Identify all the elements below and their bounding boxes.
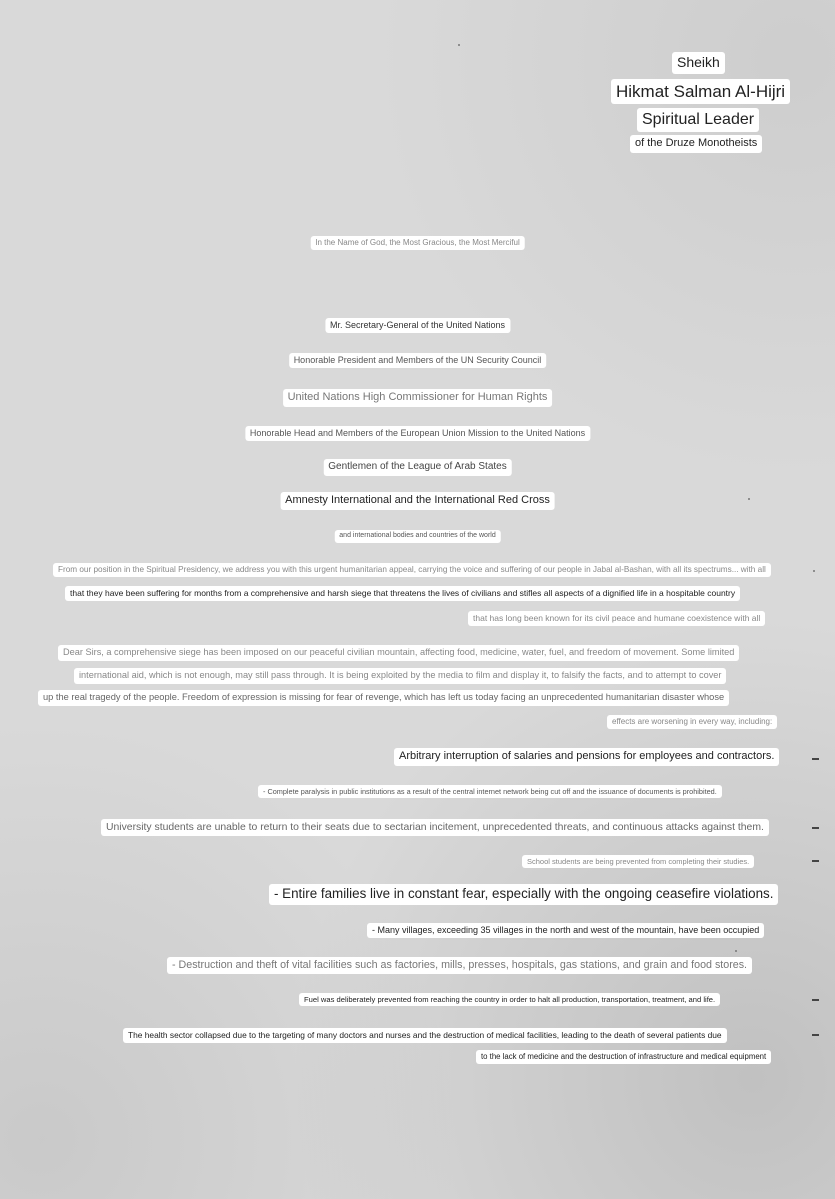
bullet-dash	[812, 999, 819, 1001]
scan-speck	[458, 44, 460, 46]
point-health-sector: The health sector collapsed due to the targeting of many doctors and nurses and the destruction of medical facilities, leading to the death of several patients due	[123, 1028, 727, 1043]
body-line: effects are worsening in every way, including:	[607, 715, 777, 729]
body-line: Dear Sirs, a comprehensive siege has been imposed on our peaceful civilian mountain, affecting food, medicine, water, fuel, and freedom of movement. Some limited	[58, 645, 739, 661]
header-title: Sheikh	[672, 52, 725, 74]
point-fuel: Fuel was deliberately prevented from reaching the country in order to halt all production, transportation, treatment, and life.	[299, 993, 720, 1006]
intro-line: From our position in the Spiritual Presidency, we address you with this urgent humanitarian appeal, carrying the voice and suffering of our people in Jabal al-Bashan, with all its spectrums... with all	[53, 563, 771, 577]
addressee-international-bodies: and international bodies and countries of the world	[334, 530, 500, 543]
addressee-arab-league: Gentlemen of the League of Arab States	[323, 459, 511, 476]
scan-speck	[748, 498, 750, 500]
bullet-dash	[812, 1034, 819, 1036]
addressee-eu-mission: Honorable Head and Members of the European Union Mission to the United Nations	[245, 426, 590, 441]
point-salaries: Arbitrary interruption of salaries and pensions for employees and contractors.	[394, 748, 779, 766]
body-line: international aid, which is not enough, may still pass through. It is being exploited by the media to film and display it, to falsify the facts, and to attempt to cover	[74, 668, 726, 684]
scan-speck	[813, 570, 815, 572]
intro-line: that they have been suffering for months from a comprehensive and harsh siege that threatens the lives of civilians and stifles all aspects of a dignified life in a hospitable country	[65, 586, 740, 601]
bullet-dash	[812, 827, 819, 829]
basmala: In the Name of God, the Most Gracious, the Most Merciful	[310, 236, 525, 250]
header-affiliation: of the Druze Monotheists	[630, 135, 762, 153]
addressee-amnesty-red-cross: Amnesty International and the International Red Cross	[280, 492, 555, 510]
addressee-un-secretary-general: Mr. Secretary-General of the United Nations	[325, 318, 510, 333]
point-families-fear: - Entire families live in constant fear, especially with the ongoing ceasefire violations.	[269, 884, 778, 905]
intro-line: that has long been known for its civil peace and humane coexistence with all	[468, 611, 765, 626]
header-name: Hikmat Salman Al-Hijri	[611, 79, 790, 104]
bullet-dash	[812, 860, 819, 862]
bullet-dash	[812, 758, 819, 760]
point-health-sector-cont: to the lack of medicine and the destruction of infrastructure and medical equipment	[476, 1050, 771, 1064]
point-school-students: School students are being prevented from completing their studies.	[522, 855, 754, 868]
addressee-human-rights-commissioner: United Nations High Commissioner for Human Rights	[283, 389, 553, 407]
body-line: up the real tragedy of the people. Freedom of expression is missing for fear of revenge, which has left us today facing an unprecedented humanitarian disaster whose	[38, 690, 729, 706]
scan-speck	[735, 950, 737, 952]
point-institutions: - Complete paralysis in public institutions as a result of the central internet network being cut off and the issuance of documents is prohibited.	[258, 785, 722, 798]
point-facilities-theft: - Destruction and theft of vital facilities such as factories, mills, presses, hospitals, gas stations, and grain and food stores.	[167, 957, 752, 974]
point-university-students: University students are unable to return to their seats due to sectarian incitement, unprecedented threats, and continuous attacks against them.	[101, 819, 769, 836]
addressee-security-council: Honorable President and Members of the UN Security Council	[289, 353, 547, 368]
point-villages-occupied: - Many villages, exceeding 35 villages in the north and west of the mountain, have been occupied	[367, 923, 764, 938]
header-role: Spiritual Leader	[637, 108, 759, 132]
